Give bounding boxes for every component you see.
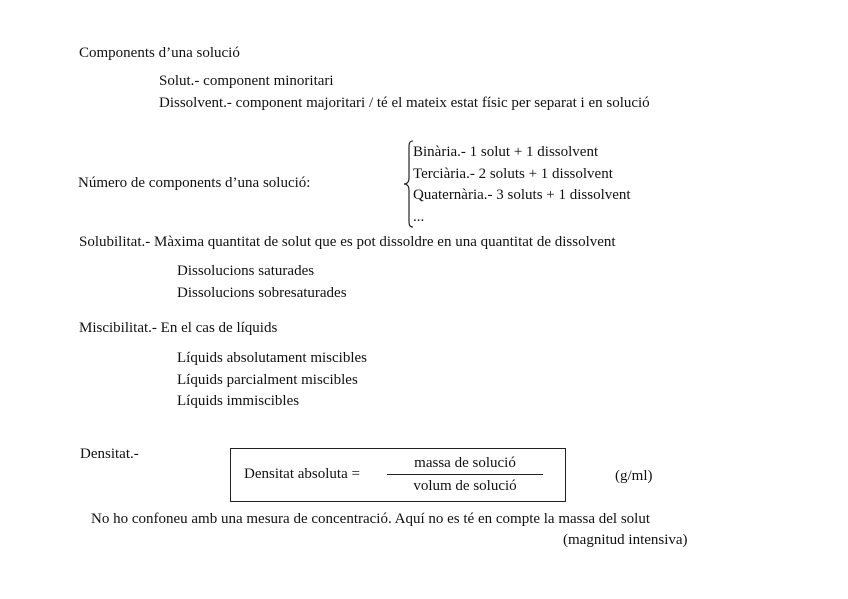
fraction-denominator: volum de solució [413,478,517,494]
list-item: Quaternària.- 3 soluts + 1 dissolvent [413,187,631,203]
solubilitat-definition: Solubilitat.- Màxima quantitat de solut que es pot dissoldre en una quantitat de dissolvent [79,234,616,250]
list-item: Binària.- 1 solut + 1 dissolvent [413,144,599,160]
fraction-bar [387,474,543,475]
density-unit: (g/ml) [615,468,653,484]
density-formula-box [230,448,566,502]
formula-label: Densitat absoluta = [244,466,360,482]
densitat-title: Densitat.- [80,446,139,462]
list-item: Dissolucions sobresaturades [177,285,347,301]
solut-definition: Solut.- component minoritari [159,73,334,89]
list-item: Líquids absolutament miscibles [177,350,367,366]
list-item: Dissolucions saturades [177,263,315,279]
miscibilitat-definition: Miscibilitat.- En el cas de líquids [79,320,278,336]
fraction-numerator: massa de solució [414,455,516,471]
list-item: Terciària.- 2 soluts + 1 dissolvent [413,165,613,182]
list-item: Líquids parcialment miscibles [177,372,358,388]
magnitude-note: (magnitud intensiva) [563,532,688,548]
density-fraction [387,454,543,496]
list-item: ... [413,208,425,225]
components-title: Components d’una solució [79,45,240,61]
numero-components-label: Número de components d’una solució: [78,175,311,191]
components-count-list [403,140,703,228]
concentration-note: No ho confoneu amb una mesura de concentració. Aquí no es té en compte la massa del solut [91,511,650,527]
dissolvent-definition: Dissolvent.- component majoritari / té el mateix estat físic per separat i en solució [159,95,650,111]
list-item: Líquids immiscibles [177,393,300,409]
